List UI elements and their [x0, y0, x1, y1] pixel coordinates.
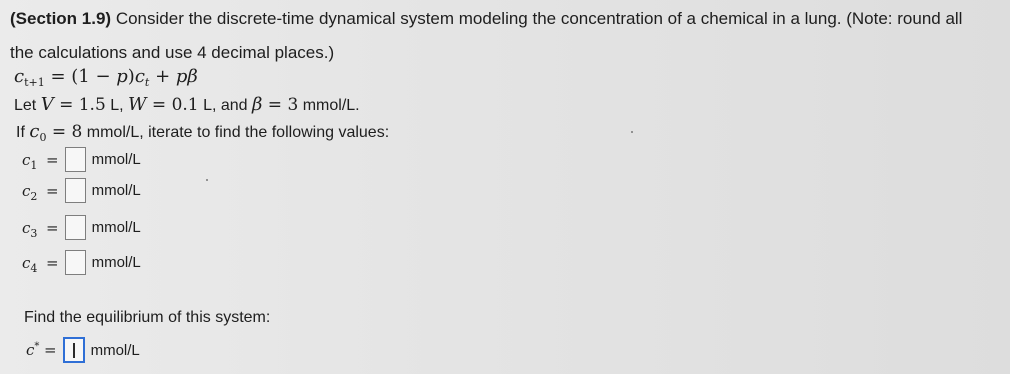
- answer-equals: =: [46, 253, 59, 272]
- answer-unit: mmol/L: [91, 182, 141, 199]
- equilibrium-equals: =: [44, 341, 57, 359]
- answer-row-c2: [22, 178, 141, 203]
- answer-unit: mmol/L: [91, 254, 141, 271]
- givens-beta-unit: mmol/L.: [298, 97, 360, 114]
- initial-var: c: [29, 121, 40, 142]
- initial-val: = 8: [46, 122, 83, 142]
- answer-var: [22, 218, 42, 240]
- section-label: (Section 1.9): [10, 9, 112, 28]
- answer-row-c1: [22, 147, 141, 172]
- answer-var-letter: c: [22, 150, 31, 169]
- answer-row-c3: [22, 215, 141, 240]
- answer-unit: mmol/L: [91, 151, 141, 168]
- answer-var-letter: c: [22, 253, 31, 272]
- intro-text-1: Consider the discrete-time dynamical system modeling the concentration of a chemical in a lung. (Note: round all: [111, 9, 963, 28]
- answer-var-sub: 1: [30, 158, 38, 172]
- givens-v: V: [40, 94, 54, 115]
- answer-var-sub: 2: [30, 189, 38, 203]
- answer-var-sub: 3: [30, 226, 38, 240]
- equilibrium-prompt: Find the equilibrium of this system:: [24, 309, 271, 326]
- equation-plus: +: [149, 66, 176, 87]
- equation-p2: p: [175, 66, 188, 87]
- equation-rhs-open: = (1 −: [44, 66, 117, 87]
- answer-var-letter: c: [22, 218, 31, 237]
- speck: [631, 131, 633, 133]
- answer-unit: mmol/L: [91, 219, 141, 236]
- equilibrium-var: [26, 341, 40, 359]
- problem-intro-line2: the calculations and use 4 decimal places.): [10, 43, 335, 62]
- equilibrium-var-star: *: [34, 341, 40, 352]
- answer-equals: =: [46, 181, 59, 200]
- givens-w-val: = 0.1: [146, 95, 199, 115]
- equation-lhs-sub: t+1: [24, 76, 45, 89]
- answer-var-sub: 4: [30, 261, 38, 275]
- recurrence-equation: [14, 66, 198, 87]
- equation-rhs-close: ): [127, 66, 135, 87]
- givens-prefix: Let: [14, 97, 41, 114]
- answer-input-c1[interactable]: [65, 147, 86, 172]
- givens-v-val: = 1.5: [53, 95, 106, 115]
- givens-line: [14, 94, 360, 115]
- givens-w-unit: L, and: [198, 97, 252, 114]
- equilibrium-var-letter: c: [26, 341, 35, 359]
- equation-beta: β: [187, 66, 198, 87]
- answer-row-c4: [22, 250, 141, 275]
- answer-var: [22, 150, 42, 172]
- equilibrium-unit: mmol/L: [90, 341, 140, 359]
- givens-beta: β: [252, 94, 263, 115]
- answer-equals: =: [46, 150, 59, 169]
- answer-var: [22, 253, 42, 275]
- problem-intro-line1: [10, 9, 962, 29]
- equilibrium-input[interactable]: [63, 337, 85, 363]
- equation-lhs-var: c: [14, 66, 25, 87]
- answer-var: [22, 181, 42, 203]
- initial-prefix: If: [16, 124, 30, 141]
- equation-c-sub: t: [144, 76, 150, 89]
- givens-w: W: [128, 94, 147, 115]
- initial-sub: 0: [39, 131, 47, 144]
- answer-input-c2[interactable]: [65, 178, 86, 203]
- givens-beta-val: = 3: [262, 95, 299, 115]
- answer-var-letter: c: [22, 181, 31, 200]
- answer-input-c3[interactable]: [65, 215, 86, 240]
- givens-v-unit: L,: [105, 97, 129, 114]
- text-caret: [73, 343, 75, 358]
- initial-suffix: mmol/L, iterate to find the following values:: [82, 124, 390, 141]
- equation-c: c: [134, 66, 145, 87]
- answer-input-c4[interactable]: [65, 250, 86, 275]
- equation-p: p: [116, 66, 128, 87]
- answer-equals: =: [46, 218, 59, 237]
- equilibrium-row: [26, 337, 140, 363]
- speck: [206, 179, 208, 181]
- initial-condition-line: [16, 121, 389, 142]
